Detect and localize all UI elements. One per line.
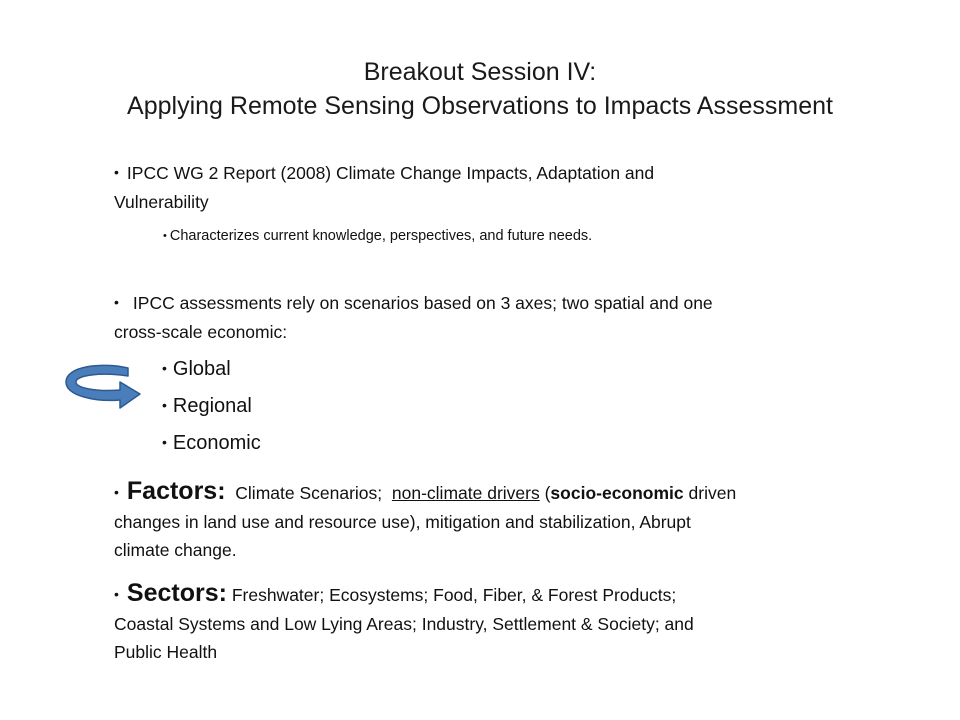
bullet-dot: • bbox=[114, 586, 119, 602]
bullet2-line1: • IPCC assessments rely on scenarios based on 3 axes; two spatial and one bbox=[114, 288, 713, 317]
bullet4-line1: • Sectors: Freshwater; Ecosystems; Food, Fiber, & Forest Products; bbox=[114, 576, 676, 612]
bullet-dot: • bbox=[114, 294, 119, 310]
slide-title-line1: Breakout Session IV: bbox=[363, 58, 597, 86]
bullet3-line3: climate change. bbox=[114, 540, 237, 560]
bullet4-line2: Coastal Systems and Low Lying Areas; Industry, Settlement & Society; and bbox=[114, 614, 694, 634]
bullet1-subbullet: • Characterizes current knowledge, perspectives, and future needs. bbox=[163, 228, 593, 244]
bullet4-line3: Public Health bbox=[114, 642, 218, 662]
factors-heading: Factors: bbox=[126, 477, 226, 505]
scenario-axis-regional: • Regional bbox=[162, 392, 252, 419]
bullet-dot: • bbox=[162, 434, 167, 450]
scenario-axis-economic: • Economic bbox=[162, 429, 261, 456]
sectors-heading: Sectors: bbox=[126, 579, 227, 607]
bullet-dot: • bbox=[162, 397, 167, 413]
bullet-dot: • bbox=[114, 484, 119, 500]
bullet1-line2: Vulnerability bbox=[114, 192, 209, 212]
bullet-dot: • bbox=[114, 164, 119, 180]
bullet3-line1: • Factors: Climate Scenarios; non-climate drivers (socio-economic driven bbox=[114, 474, 736, 510]
bullet-dot: • bbox=[162, 360, 167, 376]
bullet-dot: • bbox=[163, 230, 167, 242]
bullet1-line1: • IPCC WG 2 Report (2008) Climate Change Impacts, Adaptation and bbox=[114, 158, 654, 187]
scenario-axis-global: • Global bbox=[162, 355, 231, 382]
bullet3-line2: changes in land use and resource use), mitigation and stabilization, Abrupt bbox=[114, 512, 691, 532]
non-climate-drivers: non-climate drivers bbox=[391, 483, 540, 503]
curved-arrow-icon bbox=[62, 360, 142, 410]
bullet2-line2: cross-scale economic: bbox=[114, 322, 288, 342]
slide-title-line2: Applying Remote Sensing Observations to Impacts Assessment bbox=[127, 92, 833, 120]
